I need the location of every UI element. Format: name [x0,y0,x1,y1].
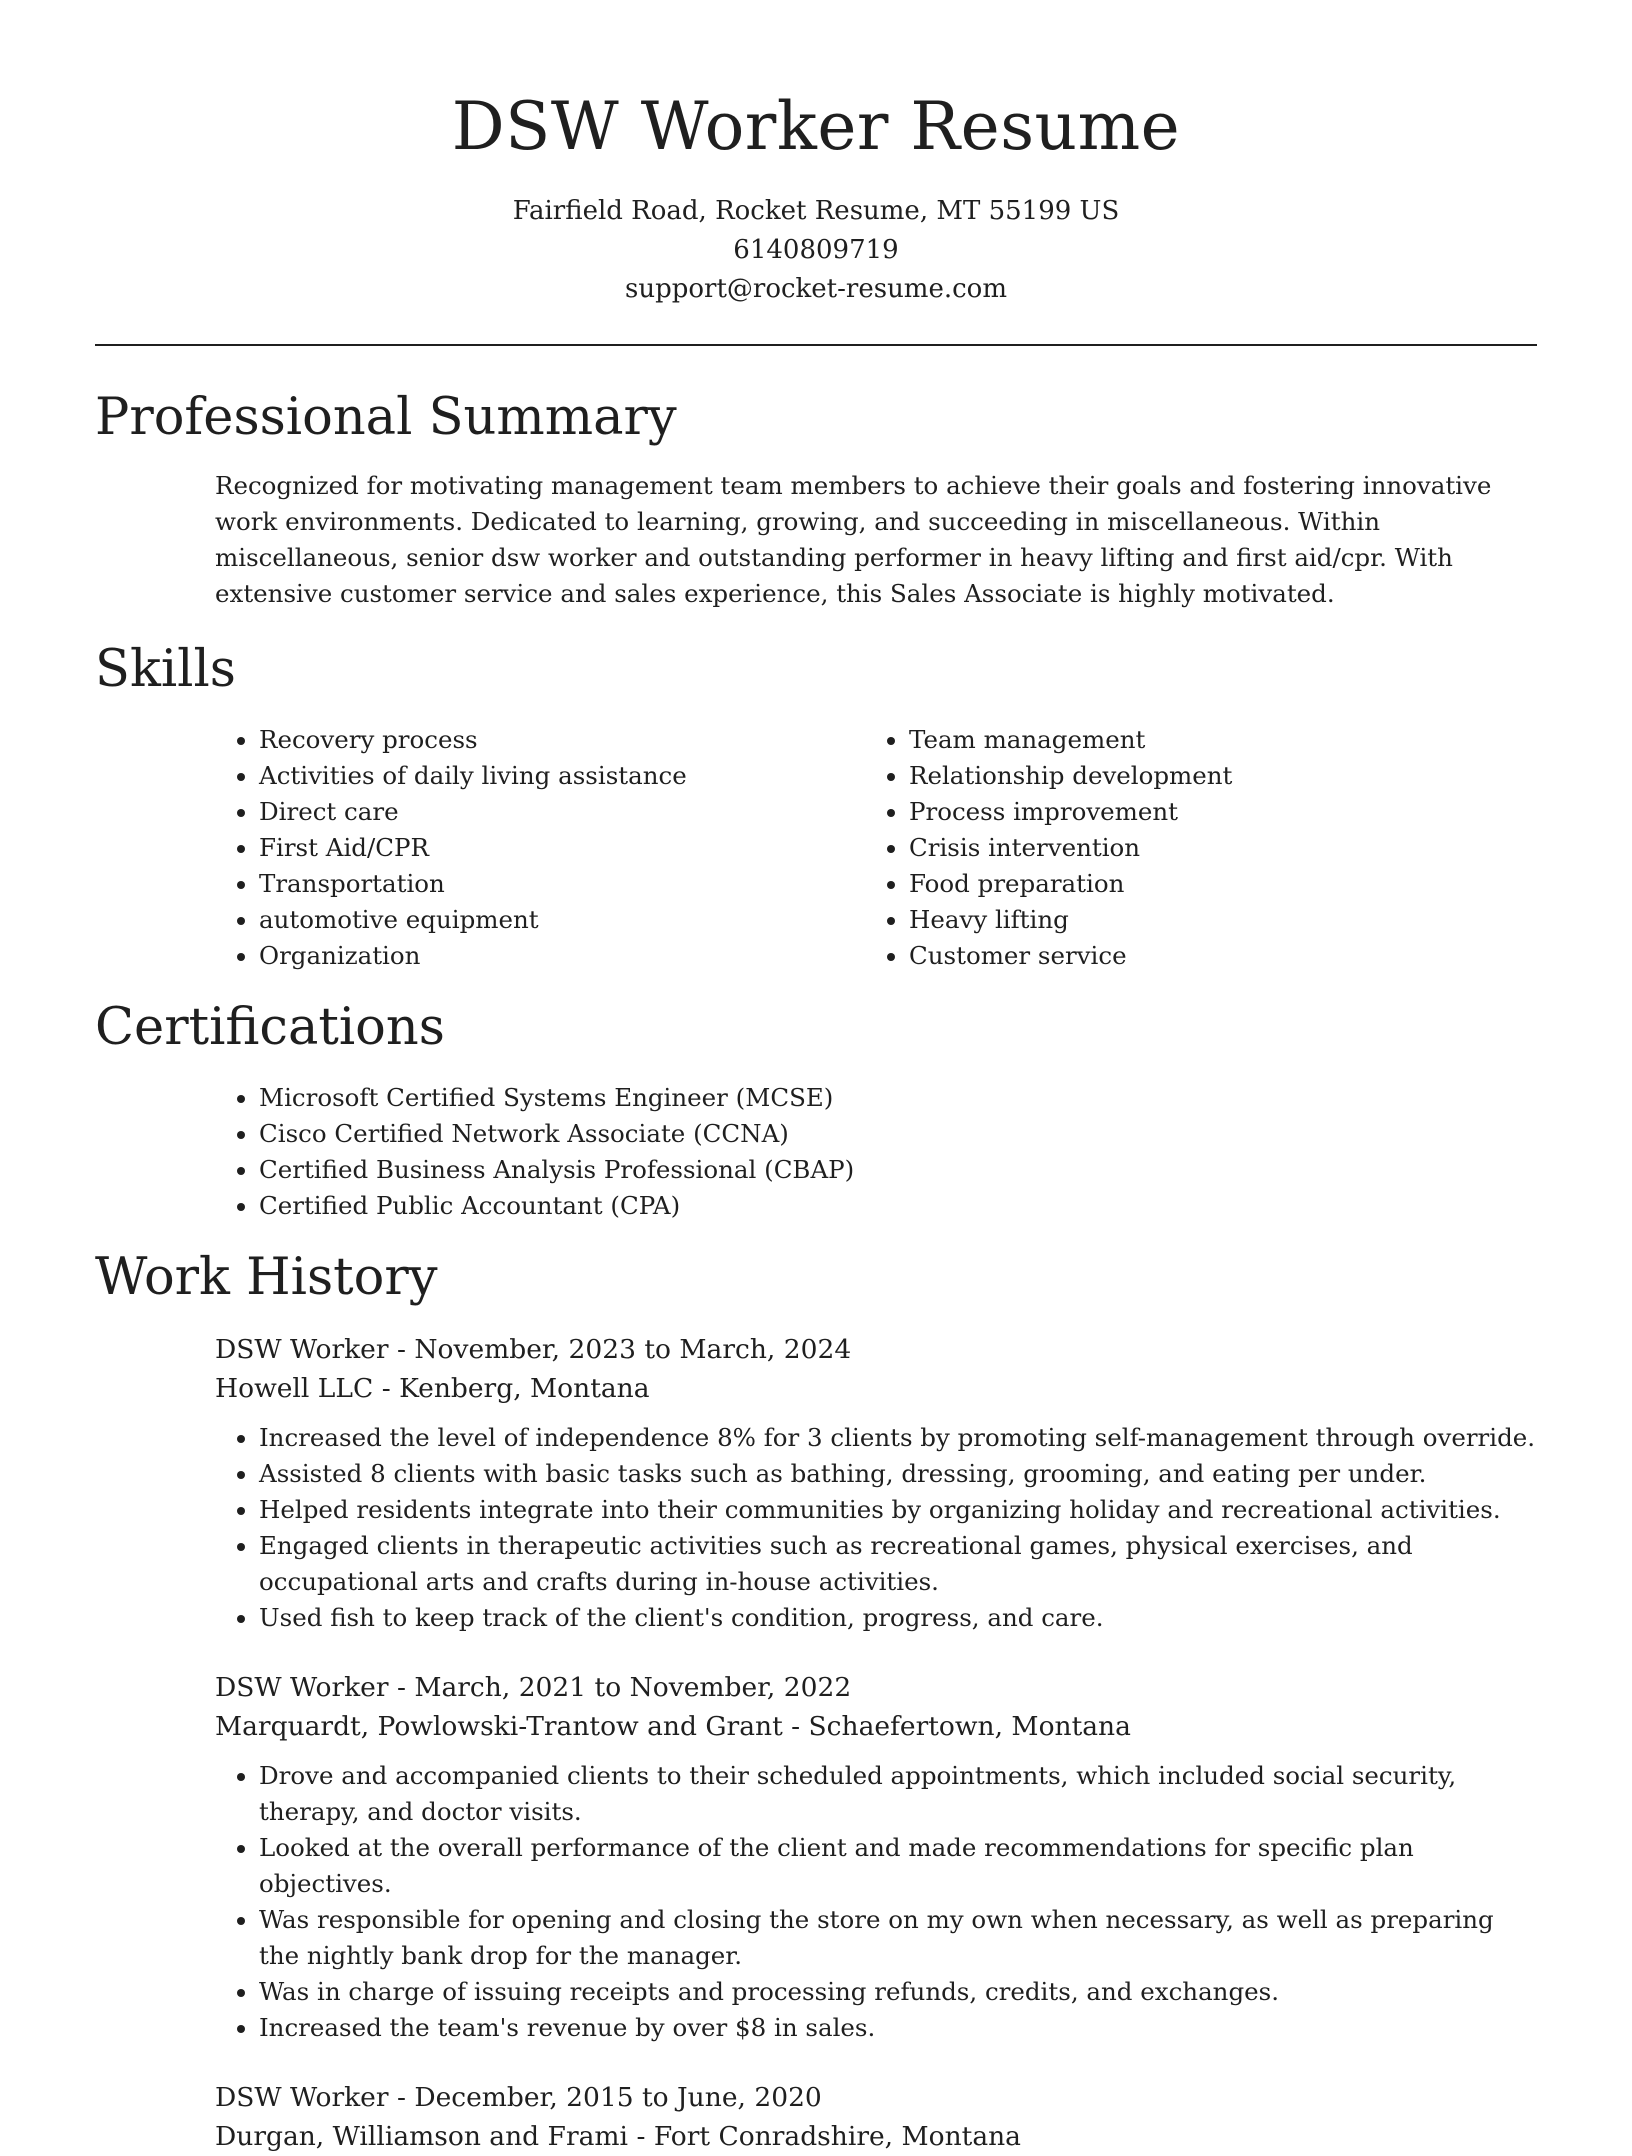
section-title-work-history: Work History [95,1248,438,1307]
job-bullet: • Assisted 8 clients with basic tasks such as bathing, dressing, grooming, and eating per under. [259,1456,1537,1492]
section-title-certifications: Certifications [95,998,445,1057]
address: Fairfield Road, Rocket Resume, MT 55199 US [512,196,1120,226]
skills-column-1 [215,722,865,974]
job-bullet: • Increased the level of independence 8% for 3 clients by promoting self-management through override. [259,1420,1537,1456]
job-bullet: • Looked at the overall performance of the client and made recommendations for specific plan objectives. [259,1830,1537,1902]
skill-item: • Team management [909,722,1509,758]
skill-item: • Organization [259,938,865,974]
job-bullet: • Used fish to keep track of the client's condition, progress, and care. [259,1600,1537,1636]
certification-item: • Microsoft Certified Systems Engineer (MCSE) [259,1080,1537,1116]
email: support@rocket-resume.com [624,274,1007,304]
section-title-skills: Skills [95,640,236,699]
resume-name: DSW Worker Resume [451,88,1181,165]
job-entry [215,1668,1537,2046]
skill-item: • Food preparation [909,866,1509,902]
job-entry [215,1330,1537,1636]
header-divider [95,344,1537,346]
certification-item: • Certified Public Accountant (CPA) [259,1188,1537,1224]
job-bullet: • Was responsible for opening and closing the store on my own when necessary, as well as preparing the nightly bank drop for the manager. [259,1902,1537,1974]
skills-list [215,722,1537,974]
skill-item: • Customer service [909,938,1509,974]
job-bullet: • Drove and accompanied clients to their scheduled appointments, which included social security, therapy, and doctor visits. [259,1758,1537,1830]
skill-item: • Relationship development [909,758,1509,794]
job-company: Durgan, Williamson and Frami - Fort Conradshire, Montana [215,2121,1021,2152]
job-title: DSW Worker - December, 2015 to June, 2020 [215,2082,822,2113]
job-title: DSW Worker - March, 2021 to November, 2022 [215,1672,852,1703]
job-entry [215,2078,1537,2156]
job-bullet: • Was in charge of issuing receipts and processing refunds, credits, and exchanges. [259,1974,1537,2010]
certifications-list [215,1080,1537,1224]
contact-info [95,192,1537,309]
job-bullet: • Helped residents integrate into their communities by organizing holiday and recreational activities. [259,1492,1537,1528]
skill-item: • Process improvement [909,794,1509,830]
job-bullet: • Engaged clients in therapeutic activities such as recreational games, physical exercises, and occupational arts and crafts during in-house activities. [259,1528,1537,1600]
job-company: Marquardt, Powlowski-Trantow and Grant - Schaefertown, Montana [215,1711,1131,1742]
section-title-summary: Professional Summary [95,388,677,447]
skill-item: • Transportation [259,866,865,902]
job-bullets [215,1758,1537,2046]
certification-item: • Cisco Certified Network Associate (CCNA) [259,1116,1537,1152]
certification-item: • Certified Business Analysis Professional (CBAP) [259,1152,1537,1188]
job-bullet: • Increased the team's revenue by over $8 in sales. [259,2010,1537,2046]
skill-item: • Direct care [259,794,865,830]
summary-text: Recognized for motivating management team members to achieve their goals and fostering innovative work environments. Dedicated to learning, growing, and succeeding in miscellaneous. Within miscellaneous, senior dsw worker and outstanding performer in heavy lifting and first aid/cpr. With extensive customer service and sales experience, this Sales Associate is highly motivated. [215,471,1492,608]
resume-header [95,0,1537,309]
skill-item: • automotive equipment [259,902,865,938]
job-title: DSW Worker - November, 2023 to March, 2024 [215,1334,852,1365]
skill-item: • Activities of daily living assistance [259,758,865,794]
skill-item: • Crisis intervention [909,830,1509,866]
skill-item: • Heavy lifting [909,902,1509,938]
skills-column-2 [865,722,1509,974]
job-bullets [215,1420,1537,1636]
job-company: Howell LLC - Kenberg, Montana [215,1373,650,1404]
phone: 6140809719 [733,235,899,265]
skill-item: • First Aid/CPR [259,830,865,866]
resume-page [95,0,1537,2156]
skill-item: • Recovery process [259,722,865,758]
